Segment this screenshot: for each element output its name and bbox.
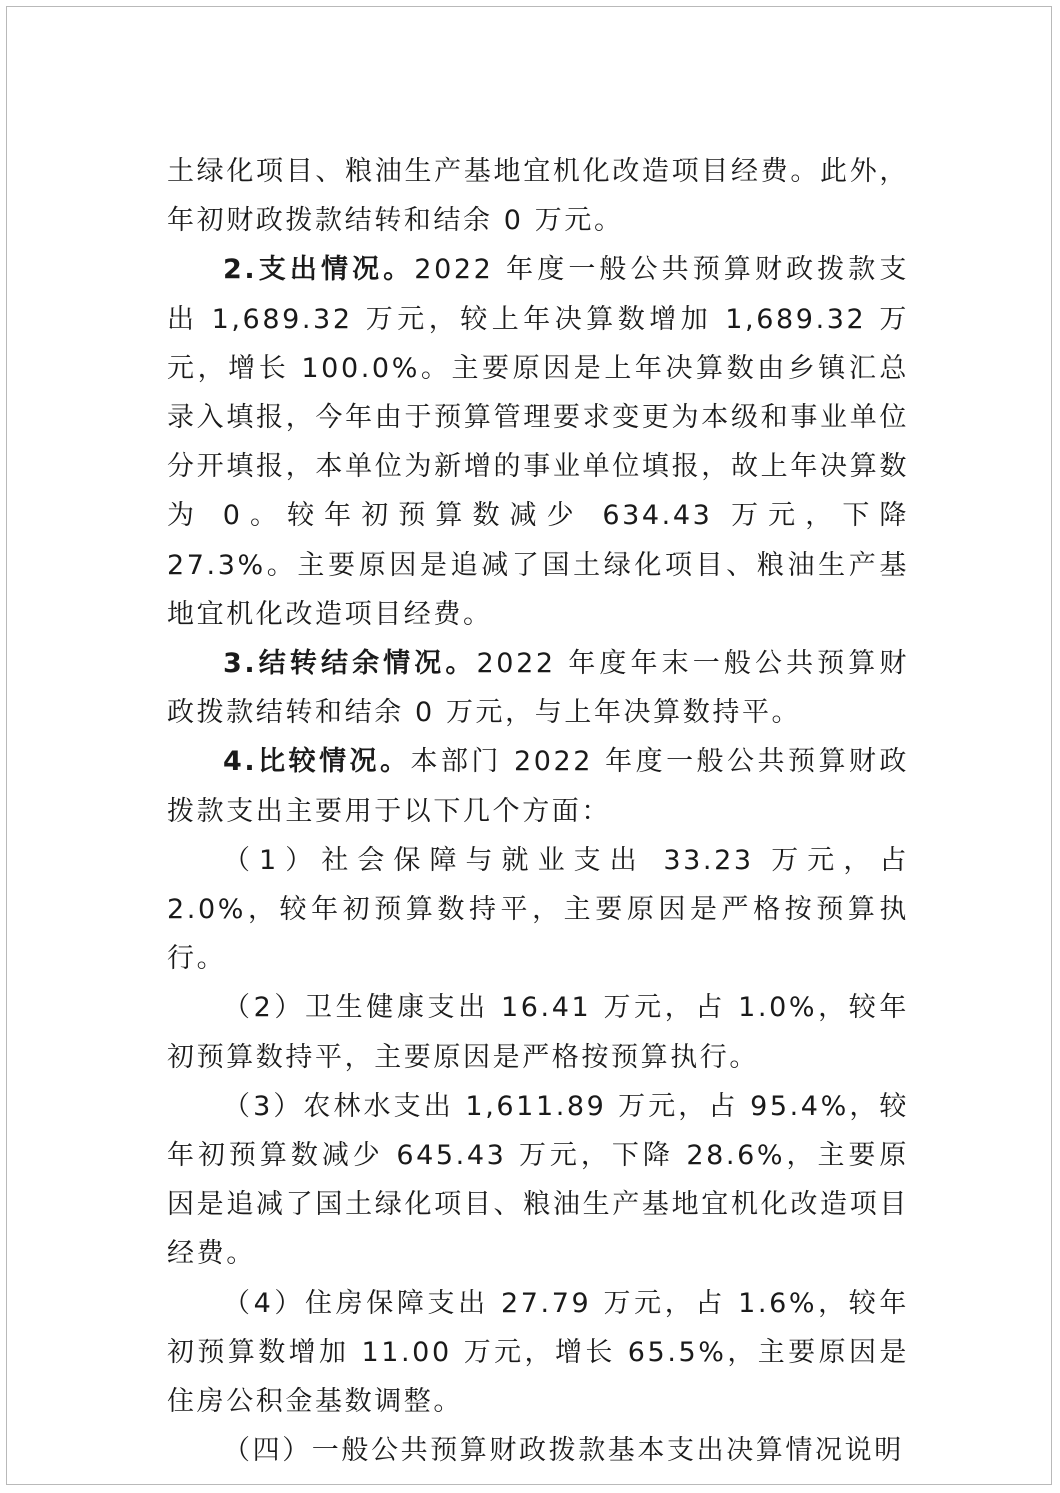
paragraph-text: （3）农林水支出 1,611.89 万元，占 95.4%，较年初预算数减少 645.43 万元，下降 28.6%，主要原因是追减了国土绿化项目、粮油生产基地宜机化改造项目经费。	[167, 1090, 909, 1270]
paragraph-comparison	[167, 737, 909, 835]
paragraph-continuation	[167, 147, 909, 245]
paragraph-text: 本部门 2022 年度一般公共预算财政拨款支出主要用于以下几个方面：	[167, 746, 909, 827]
document-page	[6, 6, 1052, 1485]
paragraph-text: （1）社会保障与就业支出 33.23 万元，占 2.0%，较年初预算数持平，主要原因是严格按预算执行。	[167, 844, 909, 975]
list-item-housing	[167, 1279, 909, 1427]
paragraph-text: 2022 年度年末一般公共预算财政拨款结转和结余 0 万元，与上年决算数持平。	[167, 648, 909, 729]
document-body	[167, 147, 909, 1475]
paragraph-text: （2）卫生健康支出 16.41 万元，占 1.0%，较年初预算数持平，主要原因是严格按预算执行。	[167, 992, 909, 1073]
list-item-agriculture	[167, 1082, 909, 1279]
paragraph-lead: 2.支出情况。	[223, 254, 415, 286]
paragraph-text: 2022 年度一般公共预算财政拨款支出 1,689.32 万元，较上年决算数增加 1,689.32 万元，增长 100.0%。主要原因是上年决算数由乡镇汇总录入填报，今年由于预算管理要求变更为本级和事业单位分开填报，本单位为新增的事业单位填报，故上年决算数为 0。较年初预算数减少 634.43 万元，下降 27.3%。主要原因是追减了国土绿化项目、粮油生产基地宜机化改造项目经费。	[167, 254, 909, 630]
paragraph-expenditure	[167, 245, 909, 639]
paragraph-lead: 4.比较情况。	[223, 746, 411, 778]
paragraph-lead: 3.结转结余情况。	[223, 648, 477, 680]
list-item-health	[167, 983, 909, 1081]
paragraph-carryover	[167, 639, 909, 737]
paragraph-text: （4）住房保障支出 27.79 万元，占 1.6%，较年初预算数增加 11.00 万元，增长 65.5%，主要原因是住房公积金基数调整。	[167, 1287, 909, 1418]
paragraph-text: 土绿化项目、粮油生产基地宜机化改造项目经费。此外，年初财政拨款结转和结余 0 万元。	[167, 156, 909, 237]
section-heading: （四）一般公共预算财政拨款基本支出决算情况说明	[223, 1435, 904, 1467]
list-item-social-security	[167, 836, 909, 984]
